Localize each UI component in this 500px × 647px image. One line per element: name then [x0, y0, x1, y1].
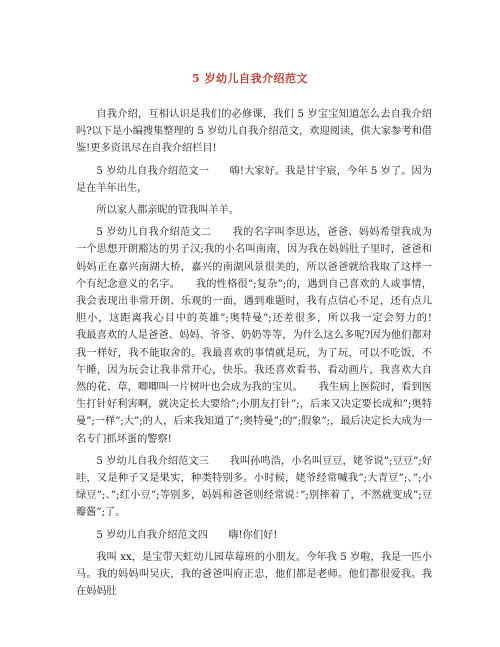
- sample-four-heading-paragraph: 5 岁幼儿自我介绍范文四 嗨!你们好!: [96, 529, 278, 541]
- sample-three-paragraph: 5 岁幼儿自我介绍范文三 我叫孙鸣浩，小名叫豆豆，姥爷说”;豆豆”;好哇，又是种子又是果实，种类特别多。小时候，姥爷经常喊我”;大青豆”;、”;小绿豆”;、”;红小豆”;等别多，妈妈和爸爸则经常说：”;别摔着了，不然就变成”;豆瓣酱”;了。: [76, 455, 432, 519]
- intro-paragraph: 自我介绍，互相认识是我们的必修课，我们 5 岁宝宝知道怎么去自我介绍吗?以下是小编搜集整理的 5 岁幼儿自我介绍范文，欢迎阅读，供大家参考和借鉴!更多资讯尽在自我介绍栏目!: [76, 109, 432, 155]
- sample-one-paragraph: 5 岁幼儿自我介绍范文一 嗨!大家好。我是甘宇宸，今年 5 岁了。因为是在羊年出生，: [76, 165, 432, 194]
- document-title: 5 岁幼儿自我介绍范文: [192, 72, 308, 85]
- sample-four-body-paragraph: 我叫 xx，是宝带天虹幼儿园草莓班的小朋友。今年我 5 岁啦，我是一匹小马。我的妈妈叫吴庆，我的爸爸叫府正忠，他们都是老师。他们都很爱我。我在妈妈肚: [76, 551, 432, 598]
- document-body: [76, 106, 453, 600]
- sample-one-continued-paragraph: 所以家人都亲昵的管我叫羊羊。: [96, 205, 240, 217]
- sample-two-paragraph: 5 岁幼儿自我介绍范文二 我的名字叫李思达，爸爸、妈妈希望我成为一个思想开朗豁达的男子汉;我的小名叫南南，因为我在妈妈肚子里时，爸爸和妈妈正在嘉兴南湖大桥，嘉兴的南湖风景很美的，所以爸爸就给我取了这样一个有纪念意义的名字。 我的性格很”;复杂”;的，遇到自己喜欢的人或事情，我会表现出非常开朗、乐观的一面，遇到难题时，我有点信心不足，还有点儿胆小，这距离我心目中的英雄”;奥特曼”;还差很多，所以我一定会努力的! 我最喜欢的人是爸爸、妈妈、爷爷、奶奶等等，为什么这么多呢?因为他们都对我一样好，我不能取舍的。我最喜欢的事情就是玩，为了玩，可以不吃饭，不午睡，因为玩会让我非常开心，快乐。我还喜欢看书、看动画片，我喜欢大自然的花、草，唧唧叫一片树叶也会成为我的宝贝。 我生病上医院时，看到医生打针好利害啊，就决定长大要给”;小朋友打针”;，后来又决定要长成和”;奥特曼”;一样”;大”;的人，后来我知道了”;奥特曼”;的”;假象”;，最后决定长大成为一名专门抓坏蛋的警察!: [76, 227, 453, 445]
